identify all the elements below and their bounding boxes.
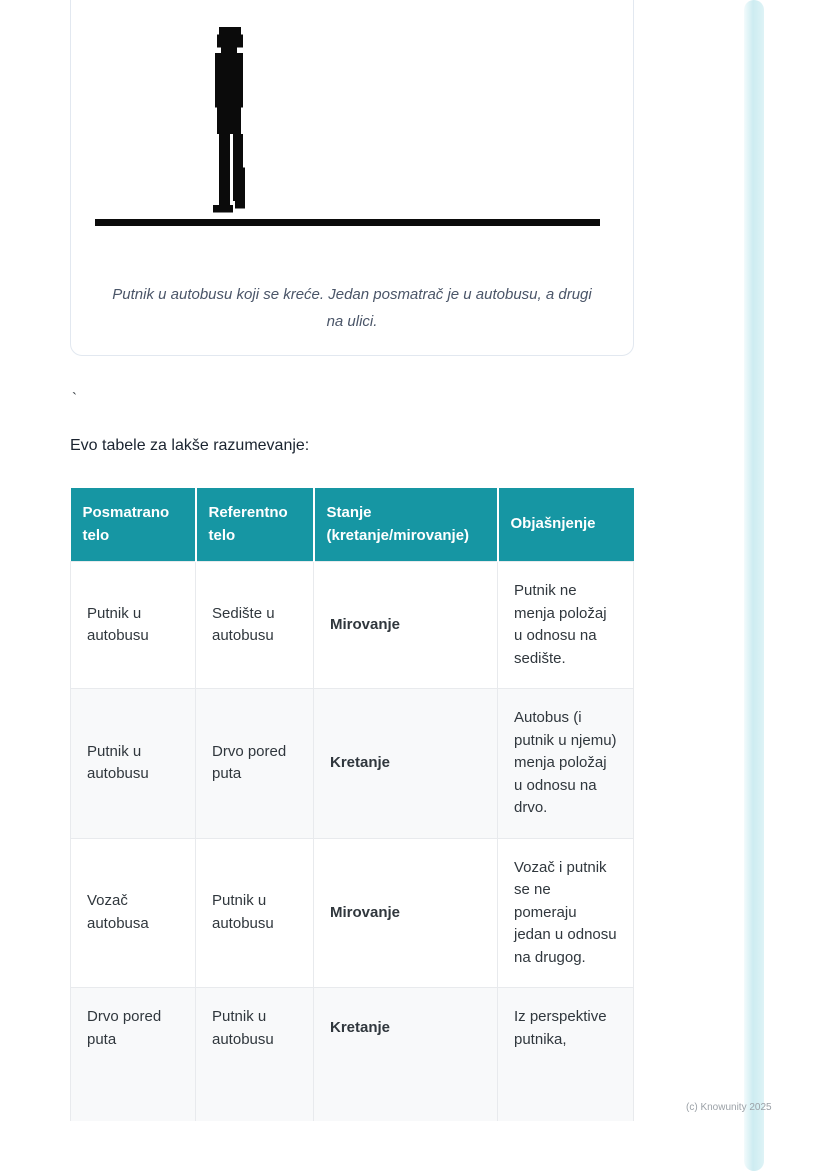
figure-caption: Putnik u autobusu koji se kreće. Jedan posmatrač je u autobusu, a drugi na ulici. bbox=[112, 286, 592, 330]
header-stanje: Stanje (kretanje/mirovanje) bbox=[314, 488, 498, 562]
intro-text: Evo tabele za lakše razumevanje: bbox=[70, 437, 310, 454]
watermark: (c) Knowunity 2025 bbox=[686, 1102, 772, 1113]
table-row bbox=[71, 838, 634, 988]
document-content bbox=[70, 0, 634, 1140]
cell-stanje: Mirovanje bbox=[314, 562, 498, 689]
cell-posmatrano: Drvo pored puta bbox=[71, 988, 196, 1122]
figure-image bbox=[71, 0, 633, 233]
table-row bbox=[71, 689, 634, 839]
figure-card bbox=[70, 0, 634, 356]
cell-objasnjenje: Vozač i putnik se ne pomeraju jedan u odnosu na drugog. bbox=[498, 838, 634, 988]
ground-line bbox=[95, 219, 600, 226]
cell-posmatrano: Putnik u autobusu bbox=[71, 562, 196, 689]
cell-posmatrano: Vozač autobusa bbox=[71, 838, 196, 988]
cell-stanje: Mirovanje bbox=[314, 838, 498, 988]
stray-backtick: ` bbox=[72, 390, 77, 407]
header-posmatrano-telo: Posmatrano telo bbox=[71, 488, 196, 562]
table-row bbox=[71, 988, 634, 1122]
cell-stanje: Kretanje bbox=[314, 689, 498, 839]
cell-objasnjenje: Autobus (i putnik u njemu) menja položaj u odnosu na drvo. bbox=[498, 689, 634, 839]
cell-referentno: Putnik u autobusu bbox=[196, 838, 314, 988]
table-row bbox=[71, 562, 634, 689]
person-silhouette-graphic bbox=[203, 27, 259, 219]
cell-referentno: Drvo pored puta bbox=[196, 689, 314, 839]
cell-referentno: Sedište u autobusu bbox=[196, 562, 314, 689]
cell-referentno: Putnik u autobusu bbox=[196, 988, 314, 1122]
page-edge-decoration bbox=[744, 0, 764, 1171]
comparison-table bbox=[70, 488, 634, 1121]
cell-objasnjenje: Putnik ne menja položaj u odnosu na sedište. bbox=[498, 562, 634, 689]
header-referentno-telo: Referentno telo bbox=[196, 488, 314, 562]
table-header-row bbox=[71, 488, 634, 562]
header-objasnjenje: Objašnjenje bbox=[498, 488, 634, 562]
cell-posmatrano: Putnik u autobusu bbox=[71, 689, 196, 839]
cell-objasnjenje: Iz perspektive putnika, bbox=[498, 988, 634, 1122]
cell-stanje: Kretanje bbox=[314, 988, 498, 1122]
